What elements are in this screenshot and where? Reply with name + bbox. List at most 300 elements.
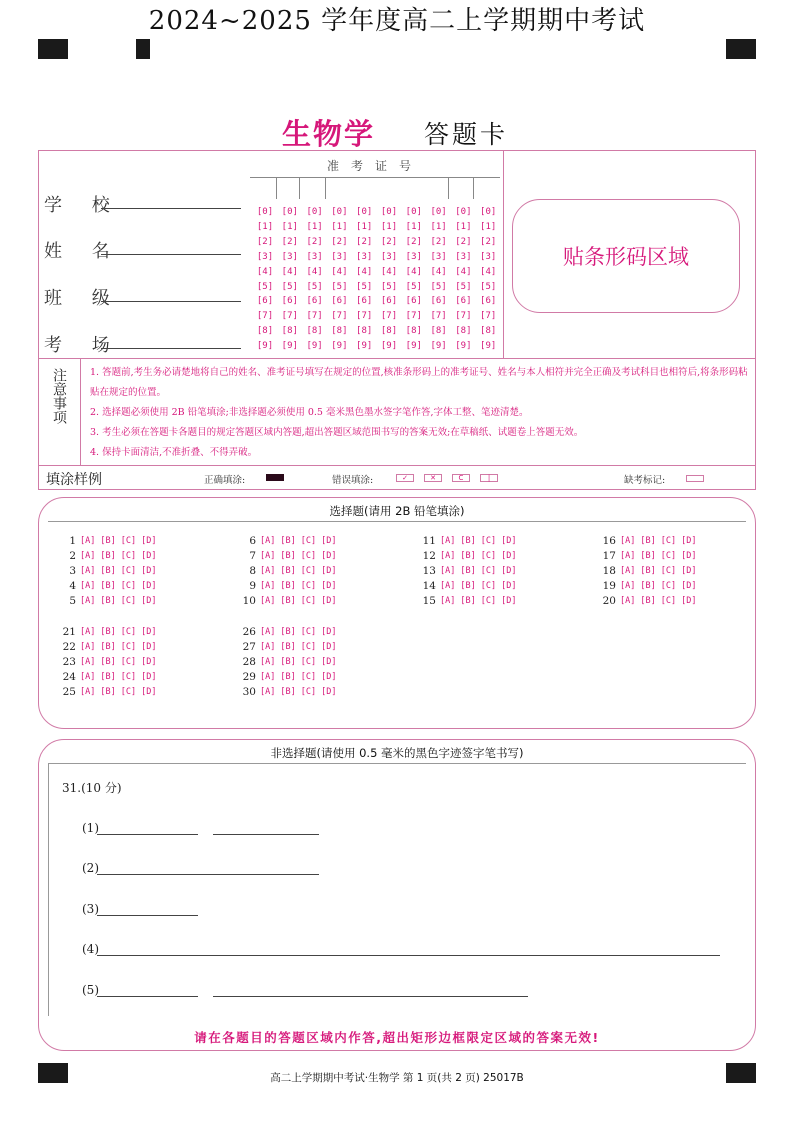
question-row (58, 594, 161, 609)
option-bubble[interactable]: [D] (501, 596, 517, 607)
exam-id-bubble[interactable]: [2] (306, 236, 323, 247)
option-bubble[interactable]: [B] (280, 626, 296, 637)
name-label: 姓 名 (44, 241, 122, 262)
question-number: 4 (69, 580, 76, 593)
question-row (238, 685, 341, 700)
option-bubble[interactable]: [B] (280, 656, 296, 667)
question-row (58, 548, 161, 563)
option-bubble[interactable]: [C] (660, 581, 677, 592)
option-bubble[interactable]: [C] (480, 535, 497, 546)
option-bubble[interactable]: [C] (300, 581, 317, 592)
option-bubble[interactable]: [A] (260, 641, 276, 652)
option-bubble[interactable]: [A] (260, 535, 276, 546)
option-bubble[interactable]: [D] (321, 596, 337, 607)
absent-mark-box[interactable] (686, 475, 704, 482)
question-row (418, 563, 521, 578)
option-bubble[interactable]: [B] (280, 672, 296, 683)
option-bubble[interactable]: [B] (460, 596, 476, 607)
question-number: 24 (62, 671, 76, 684)
class-field[interactable] (101, 301, 241, 302)
exam-id-bubble[interactable]: [7] (306, 311, 323, 322)
option-bubble[interactable]: [C] (480, 565, 497, 576)
option-bubble[interactable]: [C] (300, 641, 317, 652)
option-bubble[interactable]: [D] (321, 672, 337, 683)
part-4-answer[interactable] (97, 955, 720, 956)
exam-id-bubble[interactable]: [3] (430, 251, 447, 262)
part-1-answer-b[interactable] (213, 834, 319, 835)
question-number: 12 (422, 549, 436, 562)
option-bubble[interactable]: [A] (620, 550, 636, 561)
exam-id-bubble[interactable]: [4] (380, 266, 398, 277)
exam-id-box-1[interactable] (276, 177, 300, 199)
option-bubble[interactable]: [C] (120, 565, 137, 576)
exam-id-bubble[interactable]: [0] (480, 207, 497, 217)
exam-id-bubble[interactable]: [1] (306, 221, 323, 232)
option-bubble[interactable]: [A] (80, 550, 96, 561)
exam-id-bubble[interactable]: [4] (455, 266, 472, 277)
option-bubble[interactable]: [D] (141, 656, 157, 667)
question-number: 10 (242, 595, 256, 608)
exam-id-bubble[interactable]: [7] (380, 311, 398, 322)
exam-id-bubble[interactable]: [5] (281, 281, 298, 292)
question-number: 8 (249, 564, 256, 577)
option-bubble[interactable]: [D] (141, 641, 157, 652)
nonchoice-title: 非选择题(请使用 0.5 毫米的黑色字迹签字笔书写) (270, 746, 524, 760)
correct-fill-sample (266, 474, 284, 481)
question-number: 29 (242, 671, 256, 684)
question-row (418, 579, 521, 594)
exam-id-bubble[interactable]: [2] (356, 236, 373, 247)
option-bubble[interactable]: [D] (321, 687, 337, 698)
option-bubble[interactable]: [C] (480, 550, 497, 561)
note-1: 1. 答题前,考生务必请楚地将自己的姓名、准考证号填写在规定的位置,核准条形码上的准考证号、姓名与本人相符并完全正确及考试科目也相符后,将条形码粘贴在规定的位置。 (90, 367, 748, 398)
option-bubble[interactable]: [B] (640, 596, 656, 607)
option-bubble[interactable]: [C] (300, 596, 317, 607)
exam-id-bubble[interactable]: [6] (405, 296, 422, 307)
exam-id-bubble[interactable]: [2] (455, 236, 472, 247)
option-bubble[interactable]: [B] (100, 535, 116, 546)
exam-id-bubble[interactable]: [4] (356, 266, 373, 277)
option-bubble[interactable]: [D] (321, 641, 337, 652)
question-row (598, 533, 701, 548)
option-bubble[interactable]: [C] (120, 535, 137, 546)
exam-id-bubble[interactable]: [9] (281, 341, 298, 352)
exam-id-bubble[interactable]: [6] (455, 296, 472, 307)
option-bubble[interactable]: [D] (141, 672, 157, 683)
option-bubble[interactable]: [A] (260, 687, 276, 698)
exam-id-bubble[interactable]: [0] (306, 207, 323, 217)
option-bubble[interactable]: [D] (321, 550, 337, 561)
exam-id-bubble[interactable]: [5] (331, 281, 348, 292)
option-bubble[interactable]: [D] (681, 596, 697, 607)
option-bubble[interactable]: [D] (501, 565, 517, 576)
option-bubble[interactable]: [A] (260, 626, 276, 637)
exam-id-column-9 (452, 205, 474, 354)
option-bubble[interactable]: [B] (280, 581, 296, 592)
option-bubble[interactable]: [B] (100, 581, 116, 592)
exam-id-bubble[interactable]: [2] (256, 236, 274, 247)
exam-id-bubble[interactable]: [1] (331, 221, 348, 232)
exam-id-column-4 (328, 205, 350, 354)
exam-id-bubble[interactable]: [7] (430, 311, 447, 322)
question-number: 25 (62, 686, 76, 699)
exam-id-box-2[interactable] (300, 177, 326, 199)
option-bubble[interactable]: [A] (260, 565, 276, 576)
option-bubble[interactable]: [A] (260, 656, 276, 667)
option-bubble[interactable]: [C] (120, 687, 137, 698)
option-bubble[interactable]: [A] (260, 672, 276, 683)
part-3-label: (3) (82, 902, 99, 916)
exam-id-bubble[interactable]: [8] (380, 326, 398, 337)
exam-id-bubble[interactable]: [4] (331, 266, 348, 277)
option-bubble[interactable]: [D] (501, 550, 517, 561)
option-bubble[interactable]: [B] (280, 550, 296, 561)
fill-example-row (38, 465, 756, 489)
info-divider-v-notes (80, 358, 81, 465)
exam-id-bubble[interactable]: [1] (455, 221, 472, 232)
exam-id-bubble[interactable]: [0] (256, 207, 274, 217)
option-bubble[interactable]: [C] (120, 656, 137, 667)
option-bubble[interactable]: [C] (660, 550, 677, 561)
option-bubble[interactable]: [C] (300, 550, 317, 561)
option-bubble[interactable]: [D] (321, 535, 337, 546)
option-bubble[interactable]: [D] (141, 535, 157, 546)
option-bubble[interactable]: [C] (120, 550, 137, 561)
option-bubble[interactable]: [B] (100, 626, 116, 637)
option-bubble[interactable]: [C] (300, 656, 317, 667)
card-name: 答题卡 (424, 120, 509, 149)
part-2-label: (2) (82, 861, 99, 875)
question-row (238, 639, 341, 654)
option-bubble[interactable]: [A] (80, 565, 96, 576)
option-bubble[interactable]: [D] (321, 656, 337, 667)
option-bubble[interactable]: [D] (141, 687, 157, 698)
option-bubble[interactable]: [A] (440, 596, 456, 607)
option-bubble[interactable]: [B] (460, 581, 476, 592)
option-bubble[interactable]: [A] (620, 596, 636, 607)
question-number: 15 (422, 595, 436, 608)
option-bubble[interactable]: [A] (80, 596, 96, 607)
option-bubble[interactable]: [A] (440, 550, 456, 561)
option-bubble[interactable]: [B] (280, 596, 296, 607)
option-bubble[interactable]: [D] (501, 535, 517, 546)
option-bubble[interactable]: [A] (440, 581, 456, 592)
exam-id-bubble[interactable]: [5] (405, 281, 422, 292)
exam-id-bubble[interactable]: [2] (405, 236, 422, 247)
exam-id-bubble[interactable]: [8] (455, 326, 472, 337)
option-bubble[interactable]: [C] (660, 535, 677, 546)
exam-id-bubble[interactable]: [3] (380, 251, 398, 262)
exam-id-bubble[interactable]: [6] (380, 296, 398, 307)
option-bubble[interactable]: [B] (100, 565, 116, 576)
option-bubble[interactable]: [D] (141, 550, 157, 561)
exam-id-bubble[interactable]: [6] (356, 296, 373, 307)
exam-id-bubble[interactable]: [2] (480, 236, 497, 247)
exam-id-bubble[interactable]: [9] (405, 341, 422, 352)
option-bubble[interactable]: [D] (681, 535, 697, 546)
option-bubble[interactable]: [A] (80, 626, 96, 637)
exam-id-bubble[interactable]: [7] (256, 311, 274, 322)
exam-id-bubble[interactable]: [9] (331, 341, 348, 352)
option-bubble[interactable]: [C] (660, 565, 677, 576)
exam-id-bubble[interactable]: [2] (281, 236, 298, 247)
exam-id-column-8 (428, 205, 450, 354)
exam-id-bubble[interactable]: [4] (480, 266, 497, 277)
option-bubble[interactable]: [C] (660, 596, 677, 607)
question-number: 27 (242, 640, 256, 653)
option-bubble[interactable]: [C] (120, 672, 137, 683)
option-bubble[interactable]: [C] (300, 626, 317, 637)
exam-id-bubble[interactable]: [0] (356, 207, 373, 217)
question-number: 19 (602, 580, 616, 593)
question-row (58, 624, 161, 639)
exam-id-bubble[interactable]: [2] (380, 236, 398, 247)
exam-id-column-3 (304, 205, 326, 354)
option-bubble[interactable]: [B] (640, 535, 656, 546)
exam-id-bubble[interactable]: [8] (331, 326, 348, 337)
option-bubble[interactable]: [D] (141, 596, 157, 607)
exam-id-bubble[interactable]: [9] (430, 341, 447, 352)
wrong-fill-sample-2: ✕ (424, 474, 442, 482)
option-bubble[interactable]: [A] (440, 565, 456, 576)
exam-id-bubble[interactable]: [3] (480, 251, 497, 262)
exam-id-bubble[interactable]: [7] (455, 311, 472, 322)
option-bubble[interactable]: [B] (460, 550, 476, 561)
option-bubble[interactable]: [A] (260, 550, 276, 561)
question-row (58, 670, 161, 685)
exam-id-bubble[interactable]: [7] (331, 311, 348, 322)
option-bubble[interactable]: [B] (100, 672, 116, 683)
choice-group-2 (238, 533, 341, 609)
option-bubble[interactable]: [C] (300, 565, 317, 576)
wrong-fill-sample-4: | (480, 474, 498, 482)
exam-id-box-3[interactable] (448, 177, 474, 199)
exam-id-bubble[interactable]: [6] (480, 296, 497, 307)
option-bubble[interactable]: [A] (80, 535, 96, 546)
exam-id-bubble[interactable]: [3] (256, 251, 274, 262)
exam-id-bubble[interactable]: [9] (356, 341, 373, 352)
option-bubble[interactable]: [C] (120, 641, 137, 652)
option-bubble[interactable]: [A] (80, 641, 96, 652)
option-bubble[interactable]: [D] (141, 565, 157, 576)
registration-mark-top-center (136, 39, 150, 59)
exam-id-bubble[interactable]: [6] (256, 296, 274, 307)
exam-id-bubble[interactable]: [9] (455, 341, 472, 352)
question-row (58, 563, 161, 578)
option-bubble[interactable]: [B] (640, 550, 656, 561)
class-label: 班 级 (44, 288, 122, 309)
exam-id-bubble[interactable]: [7] (480, 311, 497, 322)
option-bubble[interactable]: [A] (260, 596, 276, 607)
info-divider-v-barcode (503, 150, 504, 358)
nonchoice-inner-box (48, 763, 746, 1016)
question-number: 13 (422, 564, 436, 577)
option-bubble[interactable]: [B] (100, 641, 116, 652)
option-bubble[interactable]: [D] (321, 626, 337, 637)
correct-fill-label: 正确填涂: (204, 475, 246, 486)
exam-id-bubble[interactable]: [5] (430, 281, 447, 292)
exam-id-bubble[interactable]: [7] (281, 311, 298, 322)
option-bubble[interactable]: [A] (80, 656, 96, 667)
option-bubble[interactable]: [A] (260, 581, 276, 592)
option-bubble[interactable]: [B] (280, 535, 296, 546)
option-bubble[interactable]: [D] (321, 565, 337, 576)
choice-group-1 (58, 533, 161, 609)
exam-id-bubble[interactable]: [8] (281, 326, 298, 337)
choice-group-6 (238, 624, 341, 700)
exam-id-bubble[interactable]: [0] (331, 207, 348, 217)
exam-id-bubble[interactable]: [2] (430, 236, 447, 247)
exam-id-bubble[interactable]: [5] (380, 281, 398, 292)
part-5-answer-a[interactable] (97, 996, 198, 997)
exam-id-bubble[interactable]: [0] (455, 207, 472, 217)
exam-id-bubble[interactable]: [5] (455, 281, 472, 292)
exam-id-bubble[interactable]: [6] (306, 296, 323, 307)
exam-id-bubble[interactable]: [1] (281, 221, 298, 232)
exam-id-bubble[interactable]: [3] (356, 251, 373, 262)
exam-id-column-5 (353, 205, 375, 354)
option-bubble[interactable]: [C] (300, 672, 317, 683)
wrong-fill-label: 错误填涂: (332, 475, 374, 486)
option-bubble[interactable]: [C] (120, 581, 137, 592)
page-footer: 高二上学期期中考试·生物学 第 1 页(共 2 页) 25017B (270, 1072, 524, 1084)
question-number: 20 (602, 595, 616, 608)
page-title: 2024~2025 学年度高二上学期期中考试 (148, 6, 646, 36)
exam-id-bubble[interactable]: [9] (256, 341, 274, 352)
exam-id-bubble[interactable]: [5] (306, 281, 323, 292)
option-bubble[interactable]: [B] (280, 565, 296, 576)
exam-id-bubble[interactable]: [5] (480, 281, 497, 292)
answer-area-warning: 请在各题目的答题区域内作答,超出矩形边框限定区域的答案无效! (194, 1030, 600, 1045)
exam-id-bubble[interactable]: [3] (281, 251, 298, 262)
part-5-answer-b[interactable] (213, 996, 528, 997)
option-bubble[interactable]: [A] (80, 687, 96, 698)
exam-id-bubble[interactable]: [3] (331, 251, 348, 262)
question-number: 26 (242, 625, 256, 638)
room-label: 考 场 (44, 335, 122, 356)
room-field[interactable] (101, 348, 241, 349)
option-bubble[interactable]: [A] (80, 672, 96, 683)
exam-id-bubble[interactable]: [7] (356, 311, 373, 322)
question-number: 21 (62, 625, 76, 638)
part-1-answer-a[interactable] (97, 834, 198, 835)
exam-id-bubble[interactable]: [0] (405, 207, 422, 217)
option-bubble[interactable]: [C] (480, 581, 497, 592)
exam-id-bubble[interactable]: [4] (306, 266, 323, 277)
exam-id-bubble[interactable]: [8] (356, 326, 373, 337)
exam-id-bubble[interactable]: [0] (430, 207, 447, 217)
option-bubble[interactable]: [A] (620, 581, 636, 592)
exam-id-bubble[interactable]: [3] (455, 251, 472, 262)
exam-id-bubble[interactable]: [6] (430, 296, 447, 307)
option-bubble[interactable]: [C] (300, 687, 317, 698)
choice-title-underline (48, 521, 746, 522)
exam-id-bubble[interactable]: [5] (256, 281, 274, 292)
school-field[interactable] (101, 208, 241, 209)
question-row (238, 533, 341, 548)
option-bubble[interactable]: [B] (100, 687, 116, 698)
choice-group-4 (598, 533, 701, 609)
exam-id-bubble[interactable]: [1] (480, 221, 497, 232)
exam-id-bubble[interactable]: [4] (430, 266, 447, 277)
exam-id-bubble[interactable]: [4] (405, 266, 422, 277)
exam-id-bubble[interactable]: [9] (480, 341, 497, 352)
exam-id-bubble[interactable]: [4] (281, 266, 298, 277)
option-bubble[interactable]: [B] (460, 565, 476, 576)
option-bubble[interactable]: [D] (141, 581, 157, 592)
exam-id-bubble[interactable]: [9] (380, 341, 398, 352)
choice-title: 选择题(请用 2B 铅笔填涂) (329, 504, 465, 518)
option-bubble[interactable]: [B] (280, 687, 296, 698)
option-bubble[interactable]: [B] (100, 550, 116, 561)
exam-id-bubble[interactable]: [3] (405, 251, 422, 262)
exam-id-bubble[interactable]: [8] (480, 326, 497, 337)
option-bubble[interactable]: [B] (280, 641, 296, 652)
question-number: 16 (602, 534, 616, 547)
exam-id-bubble[interactable]: [6] (281, 296, 298, 307)
name-field[interactable] (101, 254, 241, 255)
option-bubble[interactable]: [D] (681, 550, 697, 561)
option-bubble[interactable]: [A] (80, 581, 96, 592)
option-bubble[interactable]: [C] (480, 596, 497, 607)
exam-id-column-10 (477, 205, 499, 354)
exam-id-bubble[interactable]: [8] (405, 326, 422, 337)
option-bubble[interactable]: [C] (120, 626, 137, 637)
wrong-fill-sample-3: C (452, 474, 470, 482)
exam-id-bubble[interactable]: [3] (306, 251, 323, 262)
exam-id-bubble[interactable]: [1] (380, 221, 398, 232)
exam-id-bubble[interactable]: [8] (306, 326, 323, 337)
question-row (238, 563, 341, 578)
notes-label (48, 368, 70, 431)
option-bubble[interactable]: [B] (460, 535, 476, 546)
question-row (418, 548, 521, 563)
exam-id-bubble[interactable]: [1] (256, 221, 274, 232)
option-bubble[interactable]: [D] (141, 626, 157, 637)
exam-id-bubble[interactable]: [8] (256, 326, 274, 337)
option-bubble[interactable]: [A] (440, 535, 456, 546)
option-bubble[interactable]: [B] (100, 596, 116, 607)
part-3-answer[interactable] (97, 915, 198, 916)
option-bubble[interactable]: [C] (300, 535, 317, 546)
option-bubble[interactable]: [D] (501, 581, 517, 592)
option-bubble[interactable]: [B] (640, 565, 656, 576)
part-2-answer[interactable] (97, 874, 319, 875)
school-label: 学 校 (44, 195, 122, 216)
exam-id-bubble[interactable]: [0] (380, 207, 398, 217)
exam-id-bubble[interactable]: [6] (331, 296, 348, 307)
exam-id-bubble[interactable]: [4] (256, 266, 274, 277)
option-bubble[interactable]: [B] (640, 581, 656, 592)
option-bubble[interactable]: [C] (120, 596, 137, 607)
exam-id-bubble[interactable]: [1] (356, 221, 373, 232)
exam-id-bubble[interactable]: [2] (331, 236, 348, 247)
option-bubble[interactable]: [A] (620, 565, 636, 576)
exam-id-bubble[interactable]: [5] (356, 281, 373, 292)
exam-id-bubble[interactable]: [1] (430, 221, 447, 232)
exam-id-bubble[interactable]: [0] (281, 207, 298, 217)
option-bubble[interactable]: [D] (681, 565, 697, 576)
exam-id-bubble[interactable]: [9] (306, 341, 323, 352)
option-bubble[interactable]: [A] (620, 535, 636, 546)
exam-id-bubble[interactable]: [1] (405, 221, 422, 232)
option-bubble[interactable]: [D] (681, 581, 697, 592)
option-bubble[interactable]: [B] (100, 656, 116, 667)
question-number: 7 (249, 549, 256, 562)
exam-id-bubble[interactable]: [7] (405, 311, 422, 322)
exam-id-bubble[interactable]: [8] (430, 326, 447, 337)
option-bubble[interactable]: [D] (321, 581, 337, 592)
